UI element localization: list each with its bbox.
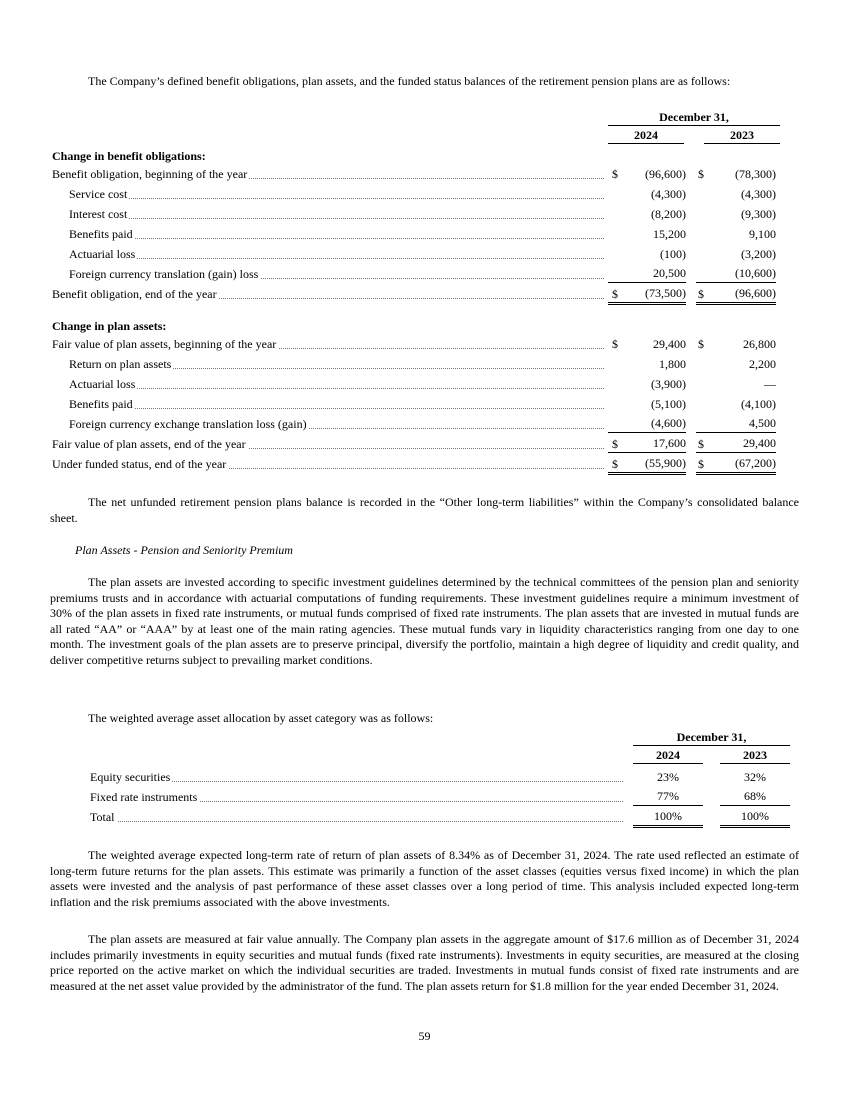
table-row-subtotal: Fair value of plan assets, end of the year $ 17,600 $ 29,400 [52,434,780,454]
plan-assets-subheading: Plan Assets - Pension and Seniority Premium [75,543,293,557]
table2-year-2024: 2024 [633,748,703,764]
fair-value-paragraph: The plan assets are measured at fair value annually. The Company plan assets in the aggregate amount of $17.6 million as of December 31, 2024 includes primarily investments in equity securities and mutual funds (fixed rate instruments). Investments in equity securities, are measured at the closing price reported on the active market on which the individual securities are traded. Investments in mutual funds consist of fixed rate instruments and are measured at the net asset value provided by the administrator of the fund. The plan assets return for $1.8 million for the year ended December 31, 2024. [50,932,799,993]
table2-year-2023: 2023 [720,748,790,764]
section-title-obligations: Change in benefit obligations: [52,146,780,166]
table-row: Foreign currency translation (gain) loss 20,500 (10,600) [52,264,780,284]
table2-header-date: December 31, [633,730,790,746]
page-number: 59 [418,1029,431,1043]
table-row-total: Benefit obligation, end of the year $ (73,500) $ (96,600) [52,284,780,304]
table-row: Equity securities 23% 32% [90,767,790,787]
weighted-intro: The weighted average asset allocation by asset category was as follows: [88,711,434,725]
table-row-total: Total 100% 100% [90,807,790,827]
section-title-plan-assets: Change in plan assets: [52,316,780,336]
return-paragraph: The weighted average expected long-term rate of return of plan assets of 8.34% as of December 31, 2024. The rate used reflected an estimate of long-term future returns for the plan assets. This estimate was primarily a function of the asset classes (equities versus fixed income) in which the plan assets were invested and the analysis of past performance of these asset classes over a long period of time. This analysis included expected long-term inflation and the risk premiums associated with the above investments. [50,848,799,909]
table-row: Benefits paid (5,100) (4,100) [52,394,780,414]
table-row: Fair value of plan assets, beginning of the year $ 29,400 $ 26,800 [52,334,780,354]
table-row: Service cost (4,300) (4,300) [52,184,780,204]
table-row: Actuarial loss (3,900) — [52,374,780,394]
investment-paragraph: The plan assets are invested according to specific investment guidelines determined by the technical committees of the pension plan and seniority premiums trusts and in accordance with actuarial computations of funding requirements. These investment guidelines require a minimum investment of 30% of the plan assets in fixed rate instruments, or mutual funds comprised of fixed rate instruments. The plan assets that are invested in mutual funds are all rated “AA” or “AAA” by at least one of the main rating agencies. These mutual funds vary in liquidity characteristics ranging from one day to one month. The investment goals of the plan assets are to preserve principal, diversify the portfolio, maintain a high degree of liquidity and credit quality, and deliver competitive returns subject to prevailing market conditions. [50,575,799,667]
table-row: Return on plan assets 1,800 2,200 [52,354,780,374]
table-row: Benefit obligation, beginning of the year $ (96,600) $ (78,300) [52,164,780,184]
table-row: Benefits paid 15,200 9,100 [52,224,780,244]
table-row: Fixed rate instruments 77% 68% [90,787,790,807]
table1-year-2023: 2023 [704,128,780,144]
unfunded-paragraph: The net unfunded retirement pension plans balance is recorded in the “Other long-term liabilities” within the Company’s consolidated balance sheet. [50,495,799,525]
table-row: Actuarial loss (100) (3,200) [52,244,780,264]
intro-paragraph: The Company’s defined benefit obligations, plan assets, and the funded status balances of the retirement pension plans are as follows: [88,74,731,88]
table1-header-date: December 31, [608,110,780,126]
table-row-total: Under funded status, end of the year $ (55,900) $ (67,200) [52,454,780,474]
table1-year-2024: 2024 [608,128,684,144]
table-row: Interest cost (8,200) (9,300) [52,204,780,224]
table-row: Foreign currency exchange translation loss (gain) (4,600) 4,500 [52,414,780,434]
